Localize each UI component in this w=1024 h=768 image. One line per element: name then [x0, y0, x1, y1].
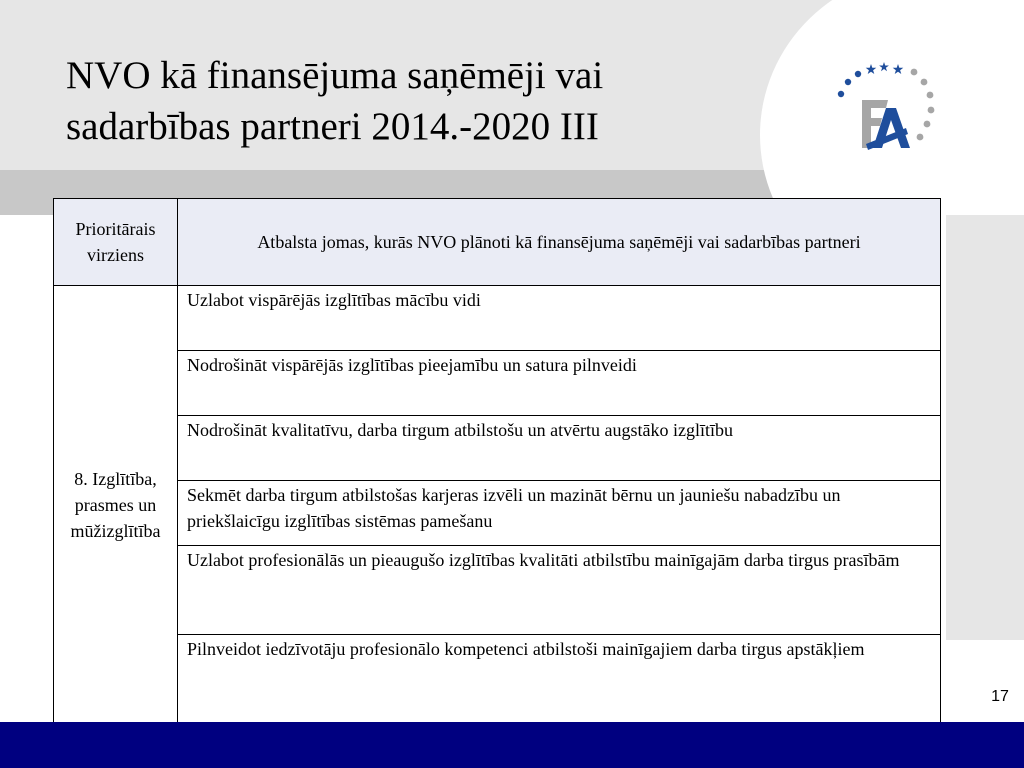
- slide-title: NVO kā finansējuma saņēmēji vai sadarbības partneri 2014.-2020 III: [66, 54, 604, 148]
- support-area-cell: Uzlabot vispārējās izglītības mācību vidi: [177, 286, 940, 351]
- table-row: [54, 416, 941, 481]
- support-area-cell: Pilnveidot iedzīvotāju profesionālo kompetenci atbilstoši mainīgajiem darba tirgus apstākļiem: [177, 635, 940, 724]
- support-area-cell: Uzlabot profesionālās un pieaugušo izglītības kvalitāti atbilstību mainīgajām darba tirgus prasībām: [177, 546, 940, 635]
- table-row: [54, 481, 941, 546]
- table-row: [54, 546, 941, 635]
- fm-logo-icon: [826, 58, 938, 156]
- priority-category: 8. Izglītība, prasmes un mūžizglītība: [54, 286, 178, 724]
- right-side-panel: [946, 215, 1024, 640]
- support-area-cell: Nodrošināt kvalitatīvu, darba tirgum atbilstošu un atvērtu augstāko izglītību: [177, 416, 940, 481]
- table-header-row: [54, 199, 941, 286]
- support-area-cell: Nodrošināt vispārējās izglītības pieejamību un satura pilnveidi: [177, 351, 940, 416]
- logo-letters: [862, 100, 910, 150]
- support-area-cell: Sekmēt darba tirgum atbilstošas karjeras izvēli un mazināt bērnu un jauniešu nabadzību un priekšlaicīgu izglītības sistēmas pamešanu: [177, 481, 940, 546]
- logo-dots-left: [838, 71, 861, 97]
- table-row: [54, 635, 941, 724]
- logo-dots-right: [911, 69, 935, 141]
- priority-table: [53, 198, 941, 724]
- header-support-areas: Atbalsta jomas, kurās NVO plānoti kā finansējuma saņēmēji vai sadarbības partneri: [177, 199, 940, 286]
- logo-stars: [866, 62, 904, 74]
- table-row: [54, 351, 941, 416]
- header-priority: Prioritārais virziens: [54, 199, 178, 286]
- table-row: [54, 286, 941, 351]
- footer-bar: [0, 722, 1024, 768]
- page-number: 17: [991, 688, 1009, 705]
